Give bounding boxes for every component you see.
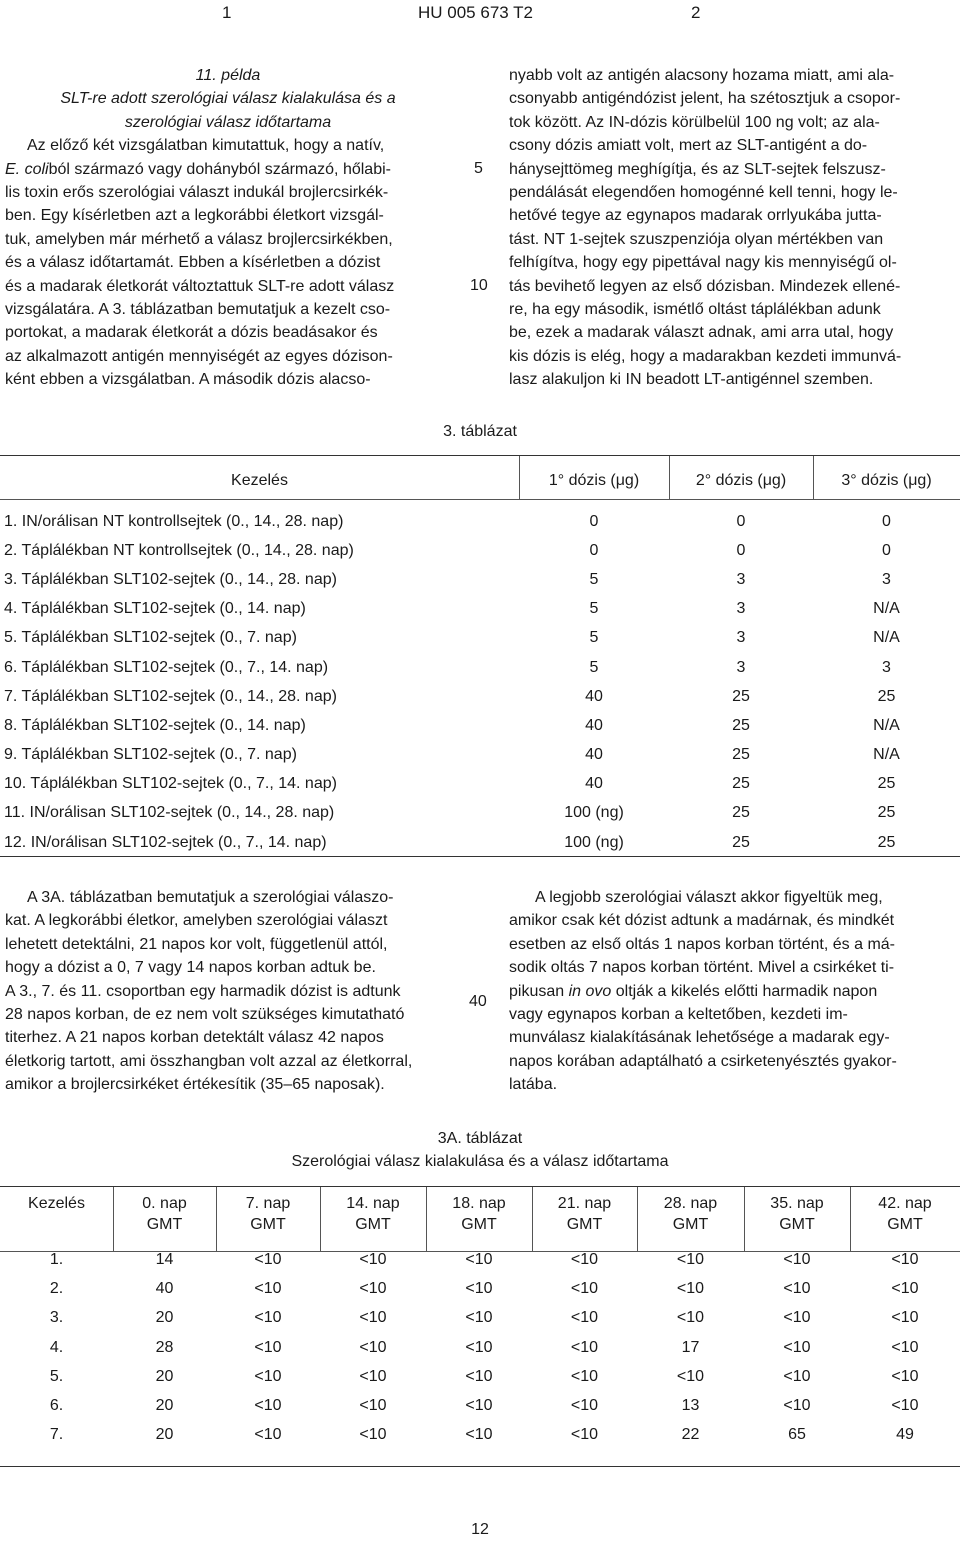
- table-cell: 12. IN/orálisan SLT102-sejtek (0., 7., 14. nap): [4, 833, 327, 851]
- table3a-header-cell: 35. nap: [770, 1195, 824, 1212]
- table3-header-cell: 2° dózis (μg): [695, 471, 787, 489]
- table-cell: 7.: [49, 1426, 64, 1444]
- example-subtitle-2: szerológiai válasz időtartama: [124, 113, 332, 131]
- table3a-header-cell: 42. nap: [878, 1195, 932, 1212]
- table-cell: 5.: [49, 1367, 64, 1385]
- table3a-header-cell: GMT: [355, 1216, 391, 1233]
- table-cell: <10: [891, 1397, 919, 1415]
- table-cell: 0: [736, 512, 746, 530]
- table-row: [0, 828, 960, 857]
- table-cell: <10: [676, 1309, 705, 1327]
- table-cell: <10: [891, 1250, 919, 1268]
- table-cell: 2. Táplálékban NT kontrollsejtek (0., 14., 28. nap): [4, 541, 354, 559]
- table-row: [0, 624, 960, 653]
- table-cell: <10: [465, 1279, 493, 1297]
- table-cell: <10: [676, 1367, 705, 1385]
- table3a-header-cell: GMT: [566, 1216, 603, 1233]
- table-row: [0, 741, 960, 770]
- right-line: csony dózis amiatt volt, mert az SLT-antigént a do-: [509, 137, 868, 155]
- table-cell: 3: [736, 658, 746, 676]
- lower-right-line: [509, 980, 957, 1003]
- lower-left-line: amikor a brojlercsirkéket értékesítik (35–65 naposak).: [5, 1076, 385, 1094]
- table-cell: 25: [732, 804, 750, 822]
- lower-right-line: vagy egynapos korban a keltetőben, kezdeti im-: [509, 1006, 848, 1024]
- table-cell: 20: [155, 1426, 174, 1444]
- right-line: nyabb volt az antigén alacsony hozama miatt, ami ala-: [509, 67, 895, 84]
- left-line: vizsgálatára. A 3. táblázatban bemutatjuk a kezelt cso-: [5, 301, 391, 319]
- table-cell: <10: [783, 1338, 811, 1356]
- table3a-header-cell: 18. nap: [452, 1195, 506, 1212]
- table-cell: <10: [359, 1309, 387, 1327]
- table-row: [0, 565, 960, 594]
- table-cell: 3: [882, 658, 891, 676]
- table-cell: 25: [732, 746, 750, 764]
- table-cell: <10: [783, 1309, 811, 1327]
- table3a-header-cell: GMT: [146, 1216, 183, 1233]
- table-row: [0, 1333, 960, 1362]
- table-cell: <10: [783, 1250, 811, 1268]
- table-cell: 5: [589, 629, 599, 647]
- lower-right-line: esetben az első oltás 1 napos korban történt, és a má-: [509, 935, 896, 953]
- table-cell: <10: [783, 1367, 811, 1385]
- table3a-header-cell: 28. nap: [663, 1195, 718, 1212]
- left-line: és a madarak életkorát változtattuk SLT-re adott válasz: [5, 277, 395, 295]
- lower-left-line: titerhez. A 21 napos korban detektált válasz 42 napos: [5, 1029, 384, 1047]
- table-cell: <10: [676, 1279, 705, 1297]
- table-cell: 4.: [49, 1338, 64, 1356]
- intro-line: Az előző két vizsgálatban kimutattuk, hogy a natív,: [27, 137, 385, 155]
- table-cell: 5: [589, 658, 599, 676]
- table-cell: 0: [882, 541, 891, 559]
- table-cell: 0: [882, 512, 891, 530]
- table-cell: 40: [585, 775, 603, 793]
- table-cell: <10: [891, 1279, 919, 1297]
- table-row: [0, 653, 960, 682]
- table-cell: 6.: [49, 1397, 64, 1415]
- coli-rest: ból származó vagy dohányból származó, hőlabi-: [48, 160, 391, 178]
- right-page-number: 2: [691, 3, 701, 22]
- table3a: [0, 1191, 960, 1450]
- table-cell: <10: [254, 1250, 282, 1268]
- table-cell: 13: [681, 1397, 700, 1415]
- table-cell: 49: [896, 1426, 914, 1444]
- table-row: [0, 1245, 960, 1274]
- table3: [0, 462, 960, 857]
- table-cell: 25: [732, 833, 750, 851]
- table-row: [0, 682, 960, 711]
- left-line: ben. Egy kísérletben azt a legkorábbi életkort vizsgál-: [5, 207, 384, 225]
- table-cell: 25: [877, 775, 896, 793]
- table-cell: 5: [589, 570, 599, 588]
- table3-title: 3. táblázat: [443, 423, 517, 440]
- table-cell: N/A: [873, 600, 900, 618]
- coli-line: [5, 158, 451, 181]
- table-cell: 0: [589, 512, 599, 530]
- table-cell: 5: [589, 600, 599, 618]
- table-cell: <10: [465, 1250, 493, 1268]
- lower-right-line: A legjobb szerológiai választ akkor figyeltük meg,: [535, 889, 883, 906]
- lower-right-line: sodik oltás 7 napos korban történt. Mivel a csirkéket ti-: [509, 959, 895, 977]
- table-row: [0, 1304, 960, 1333]
- right-line: kis dózis is elég, hogy a madarakban kezdeti immunvá-: [509, 347, 902, 365]
- table3a-header-row-2: [0, 1213, 960, 1237]
- line-number-5: 5: [474, 160, 483, 177]
- table-row: [0, 1391, 960, 1420]
- table-cell: N/A: [873, 629, 900, 647]
- table-cell: 5. Táplálékban SLT102-sejtek (0., 7. nap): [4, 629, 297, 647]
- table-cell: 3. Táplálékban SLT102-sejtek (0., 14., 28. nap): [4, 570, 337, 588]
- table-cell: 1. IN/orálisan NT kontrollsejtek (0., 14., 28. nap): [4, 512, 344, 530]
- table-cell: 22: [681, 1426, 700, 1444]
- right-line: tok között. Az IN-dózis körülbelül 100 ng volt; az ala-: [509, 113, 880, 131]
- lower-left-column: [5, 886, 451, 1097]
- lower-left-line: A 3A. táblázatban bemutatjuk a szerológiai válaszo-: [27, 889, 394, 906]
- line-number-10: 10: [470, 277, 488, 294]
- table-cell: 3.: [49, 1309, 64, 1327]
- table-cell: 25: [732, 775, 750, 793]
- table3a-header-cell: 7. nap: [245, 1195, 291, 1212]
- table-cell: 100 (ng): [564, 804, 624, 822]
- table-row: [0, 799, 960, 828]
- table-cell: <10: [359, 1279, 387, 1297]
- table3-header-row: [0, 462, 960, 499]
- left-line: az alkalmazott antigén mennyiségét az egyes dózison-: [5, 347, 393, 365]
- table-cell: <10: [570, 1397, 599, 1415]
- table3a-header-cell: [0, 1213, 113, 1237]
- table-cell: 25: [877, 687, 896, 705]
- table-row: [0, 1362, 960, 1391]
- table-cell: <10: [465, 1426, 493, 1444]
- right-line: felhígítva, hogy egy pipettával nagy kis mennyiségű ol-: [509, 254, 897, 272]
- table-cell: <10: [359, 1397, 387, 1415]
- table-cell: 6. Táplálékban SLT102-sejtek (0., 7., 14. nap): [4, 658, 329, 676]
- lower-right-line: amikor csak két dózist adtunk a madárnak, és mindkét: [509, 912, 895, 930]
- table-cell: 1.: [49, 1250, 64, 1268]
- table-cell: 25: [877, 804, 896, 822]
- lower-right-line: napos korában adaptálható a csirketenyésztés gyakor-: [509, 1052, 897, 1070]
- table-cell: 7. Táplálékban SLT102-sejtek (0., 14., 28. nap): [4, 687, 337, 705]
- right-line: csonyabb antigéndózist jelent, ha szétosztjuk a csopor-: [509, 90, 901, 108]
- table-cell: 8. Táplálékban SLT102-sejtek (0., 14. nap): [4, 716, 306, 734]
- table3a-subtitle: Szerológiai válasz kialakulása és a válasz időtartama: [291, 1153, 669, 1170]
- table-row: [0, 770, 960, 799]
- table-cell: 11. IN/orálisan SLT102-sejtek (0., 14., 28. nap): [4, 804, 335, 822]
- right-line: tás bevihető legyen az első dózisban. Mindezek ellené-: [509, 277, 901, 295]
- lower-right-line: latába.: [509, 1076, 558, 1094]
- lower-left-line: lehetett detektálni, 21 napos kor volt, függetlenül attól,: [5, 935, 388, 953]
- left-line: portokat, a madarak életkorát a dózis beadásakor és: [5, 324, 378, 342]
- table-cell: <10: [465, 1397, 493, 1415]
- table-cell: <10: [254, 1397, 282, 1415]
- right-line: lasz alakuljon ki IN beadott LT-antigénnel szemben.: [509, 371, 874, 389]
- table-cell: 3: [736, 629, 746, 647]
- table3a-header-cell: GMT: [779, 1216, 815, 1233]
- table3a-header-cell: GMT: [672, 1216, 709, 1233]
- left-line: lis toxin erős szerológiai választ indukál brojlercsirkék-: [5, 184, 389, 202]
- table-cell: <10: [783, 1397, 811, 1415]
- right-line: hetővé tegye az egynapos madarak orrlyukába jutta-: [509, 207, 882, 225]
- table3a-header-cell: GMT: [887, 1216, 923, 1233]
- table-cell: <10: [254, 1426, 282, 1444]
- right-line: be, ezek a madarak választ adnak, ami arra utal, hogy: [509, 324, 894, 342]
- table-cell: <10: [570, 1279, 599, 1297]
- table3-header-cell: 1° dózis (μg): [548, 471, 640, 489]
- table3a-header-cell: Kezelés: [28, 1195, 85, 1212]
- left-column: [5, 64, 451, 392]
- table-cell: 10. Táplálékban SLT102-sejtek (0., 7., 14. nap): [4, 775, 337, 793]
- table-cell: <10: [891, 1367, 919, 1385]
- lower-left-line: 28 napos korban, de ez nem volt szükséges kimutatható: [5, 1006, 405, 1024]
- table-cell: <10: [570, 1338, 599, 1356]
- table3a-header-cell: GMT: [250, 1216, 286, 1233]
- table-cell: 28: [155, 1338, 174, 1356]
- table-cell: <10: [465, 1367, 493, 1385]
- right-line: tást. NT 1-sejtek szuszpenziója olyan mértékben van: [509, 230, 884, 248]
- table-cell: 40: [585, 687, 603, 705]
- table3-header-cell: Kezelés: [231, 471, 288, 489]
- table-cell: 17: [681, 1338, 700, 1356]
- footer-page-number: 12: [471, 1521, 489, 1538]
- left-line: és a válasz időtartamát. Ebben a kísérletben a dózist: [5, 254, 381, 272]
- table-cell: <10: [891, 1338, 919, 1356]
- table-cell: <10: [254, 1309, 282, 1327]
- table-cell: N/A: [873, 746, 900, 764]
- lower-left-line: A 3., 7. és 11. csoportban egy harmadik dózist is adtunk: [5, 982, 401, 1000]
- table-row: [0, 711, 960, 740]
- table-cell: 4. Táplálékban SLT102-sejtek (0., 14. nap): [4, 600, 306, 618]
- right-line: hánysejttömeg meghígítja, és az SLT-sejtek felszusz-: [509, 160, 886, 178]
- table-cell: 9. Táplálékban SLT102-sejtek (0., 7. nap): [4, 746, 297, 764]
- table-cell: <10: [570, 1367, 599, 1385]
- lower-left-line: hogy a dózist a 0, 7 vagy 14 napos korban adtuk be.: [5, 959, 376, 977]
- table3a-header-cell: 14. nap: [346, 1195, 400, 1212]
- table-cell: 0: [736, 541, 746, 559]
- table-row: [0, 1421, 960, 1450]
- lower-right-line: munválasz kialakításának lehetősége a madarak egy-: [509, 1029, 890, 1047]
- table-cell: <10: [254, 1367, 282, 1385]
- table-cell: <10: [891, 1309, 919, 1327]
- table-cell: 25: [877, 833, 896, 851]
- table-row: [0, 1274, 960, 1303]
- in-ovo-italic: in ovo: [568, 982, 612, 1000]
- table3a-header-row-1: [0, 1191, 960, 1213]
- table-cell: <10: [465, 1309, 493, 1327]
- table-cell: 3: [736, 600, 746, 618]
- table3a-header-cell: 0. nap: [142, 1195, 187, 1212]
- patent-number: HU 005 673 T2: [418, 3, 533, 22]
- table-cell: <10: [676, 1250, 705, 1268]
- right-line: re, ha egy második, ismétlő oltást táplálékban adunk: [509, 301, 881, 319]
- table-cell: 20: [155, 1367, 174, 1385]
- table-cell: <10: [254, 1279, 282, 1297]
- line-number-40: 40: [469, 993, 487, 1010]
- table3a-top-rule: [0, 1186, 960, 1187]
- table3a-header-cell: 21. nap: [557, 1195, 612, 1212]
- table-cell: <10: [570, 1250, 599, 1268]
- table-cell: <10: [254, 1338, 282, 1356]
- table-cell: <10: [359, 1367, 387, 1385]
- table-cell: <10: [570, 1309, 599, 1327]
- table-cell: <10: [783, 1279, 811, 1297]
- table-cell: 40: [585, 746, 603, 764]
- table-cell: 65: [788, 1426, 806, 1444]
- lower-left-line: kat. A legkorábbi életkor, amelyben szerológiai választ: [5, 912, 388, 930]
- right-line: pendálását elegendően homogénné kell tenni, hogy le-: [509, 184, 898, 202]
- table-cell: 25: [732, 687, 750, 705]
- left-line: tuk, amelyben már mérhető a válasz brojlercsirkékben,: [5, 230, 393, 248]
- table-cell: 40: [155, 1279, 174, 1297]
- table-cell: 100 (ng): [564, 833, 624, 851]
- table-cell: 20: [155, 1397, 174, 1415]
- lower-right-text: oltják a kikelés előtti harmadik napon: [611, 982, 878, 1000]
- left-page-number: 1: [222, 3, 232, 22]
- table-cell: 25: [732, 716, 750, 734]
- left-line: ként ebben a vizsgálatban. A második dózis alacso-: [5, 371, 371, 389]
- table-cell: 0: [589, 541, 599, 559]
- table3-header-cell: 3° dózis (μg): [841, 471, 932, 489]
- lower-left-line: életkorig tartott, ami összhangban volt azzal az életkorral,: [5, 1052, 413, 1070]
- table-row: [0, 595, 960, 624]
- example-title: 11. példa: [195, 67, 261, 84]
- lower-right-column: [509, 886, 957, 1097]
- table-cell: <10: [465, 1338, 493, 1356]
- table-cell: <10: [570, 1426, 599, 1444]
- table-cell: 3: [882, 570, 891, 588]
- table-cell: <10: [359, 1338, 387, 1356]
- table-cell: <10: [359, 1426, 387, 1444]
- table3a-title: 3A. táblázat: [437, 1130, 523, 1147]
- table-cell: 2.: [49, 1279, 64, 1297]
- example-subtitle-1: SLT-re adott szerológiai válasz kialakulása és a: [60, 90, 396, 108]
- table-cell: N/A: [873, 716, 900, 734]
- table-row: [0, 536, 960, 565]
- table-cell: <10: [359, 1250, 387, 1268]
- table3-top-rule: [0, 455, 960, 456]
- table-cell: 40: [585, 716, 603, 734]
- table3a-header-cell: GMT: [461, 1216, 497, 1233]
- table-cell: 3: [736, 570, 746, 588]
- table-cell: 20: [155, 1309, 174, 1327]
- right-column: [509, 64, 957, 392]
- table-row: [0, 507, 960, 536]
- lower-right-text: pikusan: [509, 982, 569, 1000]
- coli-italic: E. coli: [5, 160, 49, 178]
- table-cell: 14: [155, 1250, 174, 1268]
- table3a-bottom-rule: [0, 1466, 960, 1467]
